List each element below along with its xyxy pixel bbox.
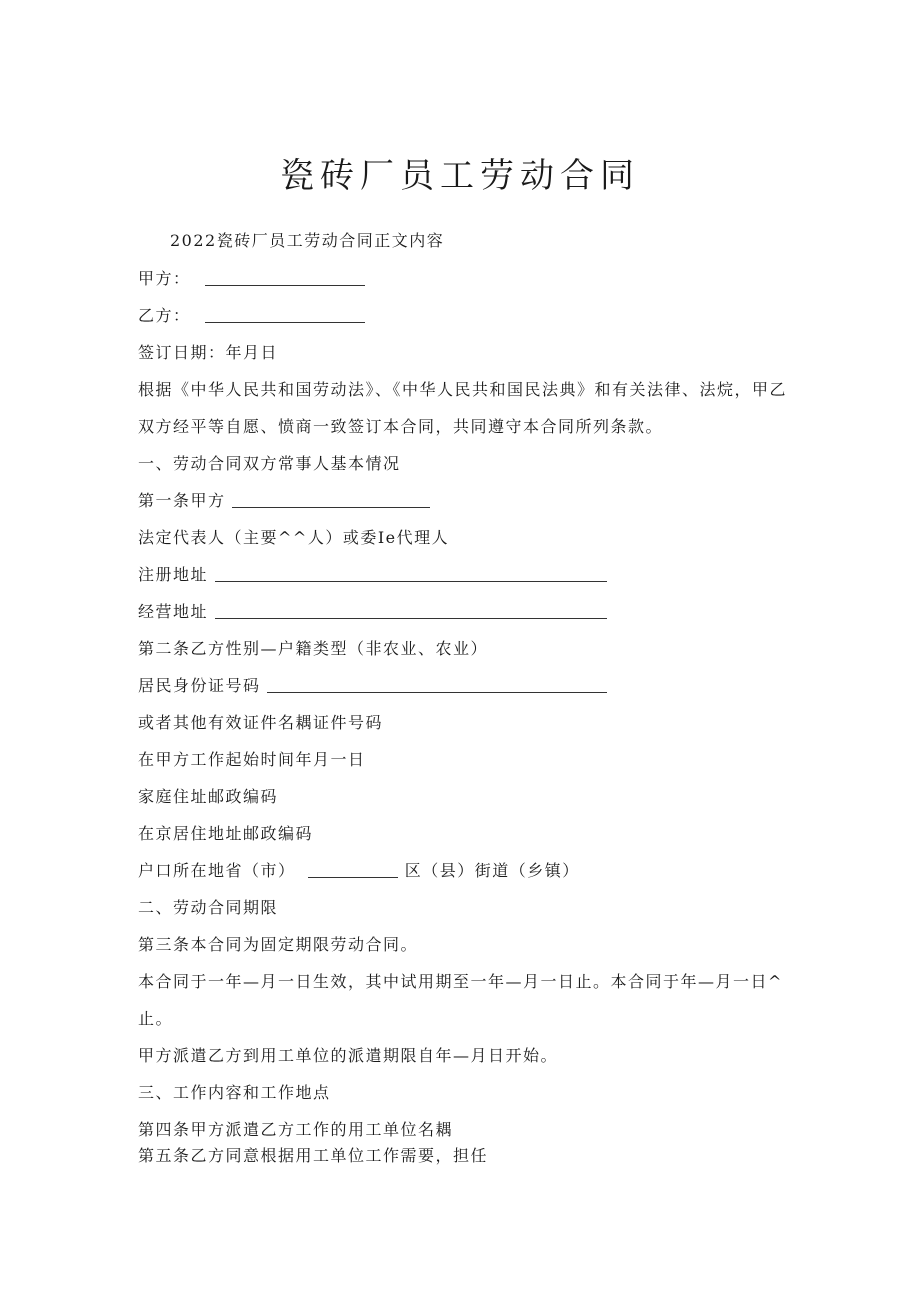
intro-line: 2022瓷砖厂员工劳动合同正文内容	[170, 231, 445, 250]
term-line-1: 本合同于一年—月一日生效，其中试用期至一年—月一日止。本合同于年—月一日^	[138, 972, 783, 991]
section-3-heading: 三、工作内容和工作地点	[138, 1083, 331, 1102]
beijing-address-line: 在京居住地址邮政编码	[138, 824, 314, 843]
document-title: 瓷砖厂员工劳动合同	[280, 156, 640, 196]
biz-address-label: 经营地址	[138, 602, 209, 621]
party-b-label: 乙方：	[138, 306, 191, 325]
sign-date: 签订日期：年月日	[138, 343, 279, 362]
article-3-line: 第三条本合同为固定期限劳动合同。	[138, 935, 419, 954]
id-number-line	[138, 675, 607, 697]
preamble-line-1: 根据《中华人民共和国劳动法》、《中华人民共和国民法典》和有关法律、法烷，甲乙	[138, 380, 788, 399]
section-2-heading: 二、劳动合同期限	[138, 898, 279, 917]
id-number-label: 居民身份证号码	[138, 676, 261, 695]
article-5-line: 第五条乙方同意根据用工单位工作需要，担任	[138, 1146, 489, 1165]
section-1-heading: 一、劳动合同双方常事人基本情况	[138, 454, 401, 473]
party-a-blank	[205, 269, 365, 286]
party-b-line	[138, 305, 365, 327]
legal-rep-line: 法定代表人（主要^^人）或委Ie代理人	[138, 528, 450, 547]
article-1-label: 第一条甲方	[138, 491, 226, 510]
hukou-suffix: 区（县）街道（乡镇）	[404, 861, 580, 880]
reg-address-blank	[215, 565, 607, 582]
article-2-line: 第二条乙方性别—户籍类型（非农业、农业）	[138, 639, 489, 658]
dispatch-term-line: 甲方派遣乙方到用工单位的派遣期限自年—月日开始。	[138, 1046, 559, 1065]
other-id-line: 或者其他有效证件名耦证件号码	[138, 713, 384, 732]
party-b-blank	[205, 306, 365, 323]
preamble-line-2: 双方经平等自愿、愤商一致签订本合同，共同遵守本合同所列条款。	[138, 417, 664, 436]
id-number-blank	[267, 676, 607, 693]
biz-address-line	[138, 601, 607, 623]
hukou-blank	[308, 861, 398, 878]
article-4-line: 第四条甲方派遣乙方工作的用工单位名耦	[138, 1120, 454, 1139]
start-time-line: 在甲方工作起始时间年月一日	[138, 750, 366, 769]
reg-address-label: 注册地址	[138, 565, 209, 584]
home-address-line: 家庭住址邮政编码	[138, 787, 279, 806]
hukou-line	[138, 860, 580, 882]
party-a-line	[138, 268, 365, 290]
article-1-line	[138, 490, 430, 512]
reg-address-line	[138, 564, 607, 586]
party-a-label: 甲方：	[138, 269, 191, 288]
hukou-prefix: 户口所在地省（市）	[138, 861, 296, 880]
article-1-blank	[232, 491, 430, 508]
term-line-2: 止。	[138, 1009, 174, 1028]
biz-address-blank	[215, 602, 607, 619]
